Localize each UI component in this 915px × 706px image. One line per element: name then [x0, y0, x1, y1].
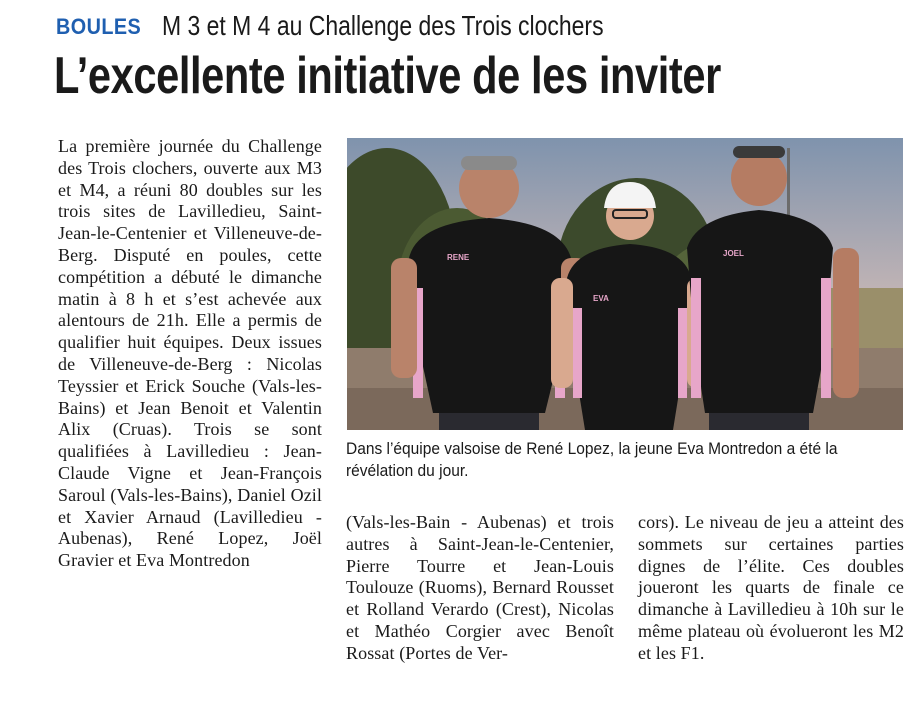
article-column-2: (Vals-les-Bain - Aubenas) et trois autres à Saint-Jean-le-Centenier, Pierre Tourre et Jean-Louis Toulouze (Ruoms), Bernard Rousset et Rolland Verardo (Crest), Nicolas et Mathéo Corgier avec Benoît Rossat (Portes de Ver- — [346, 512, 614, 663]
article-photo — [347, 138, 903, 430]
article-column-1: La première journée du Challenge des Trois clochers, ouverte aux M3 et M4, a réuni 80 doubles sur les trois sites de Lavilledieu, Saint-Jean-le-Centenier et Villeneuve-de-Berg. Disputé en poules, cette compétition a débuté le dimanche matin à 8 h et s’est achevée aux alentours de 21h. Elle a permis de qualifier huit équipes. Deux issues de Villeneuve-de-Berg : Nicolas Teyssier et Erick Souche (Vals-les-Bains) et Jean Benoit et Valentin Alix (Cruas). Trois se sont qualifiées à Lavilledieu : Jean-Claude Vigne et Jean-François Saroul (Vals-les-Bains), Daniel Ozil et Xavier Arnaud (Lavilledieu - Aubenas), René Lopez, Joël Gravier et Eva Montredon — [58, 136, 322, 571]
article-column-3: cors). Le niveau de jeu a atteint des sommets sur certaines parties dignes de l’élite. Ces doubles joueront les quarts de finale ce dimanche à Lavilledieu à 10h sur le même plateau où évolueront les M2 et les F1. — [638, 512, 904, 663]
kicker-subhead: M 3 et M 4 au Challenge des Trois clochers — [162, 10, 604, 41]
svg-text:RENE: RENE — [447, 253, 470, 262]
svg-text:JOEL: JOEL — [723, 249, 744, 258]
photo-caption: Dans l’équipe valsoise de René Lopez, la jeune Eva Montredon a été la révélation du jour. — [346, 440, 838, 480]
article-headline: L’excellente initiative de les inviter — [54, 47, 721, 105]
team-photo-illustration — [347, 138, 903, 430]
kicker — [56, 10, 604, 41]
section-rubric: BOULES — [56, 14, 142, 39]
svg-text:EVA: EVA — [593, 294, 609, 303]
